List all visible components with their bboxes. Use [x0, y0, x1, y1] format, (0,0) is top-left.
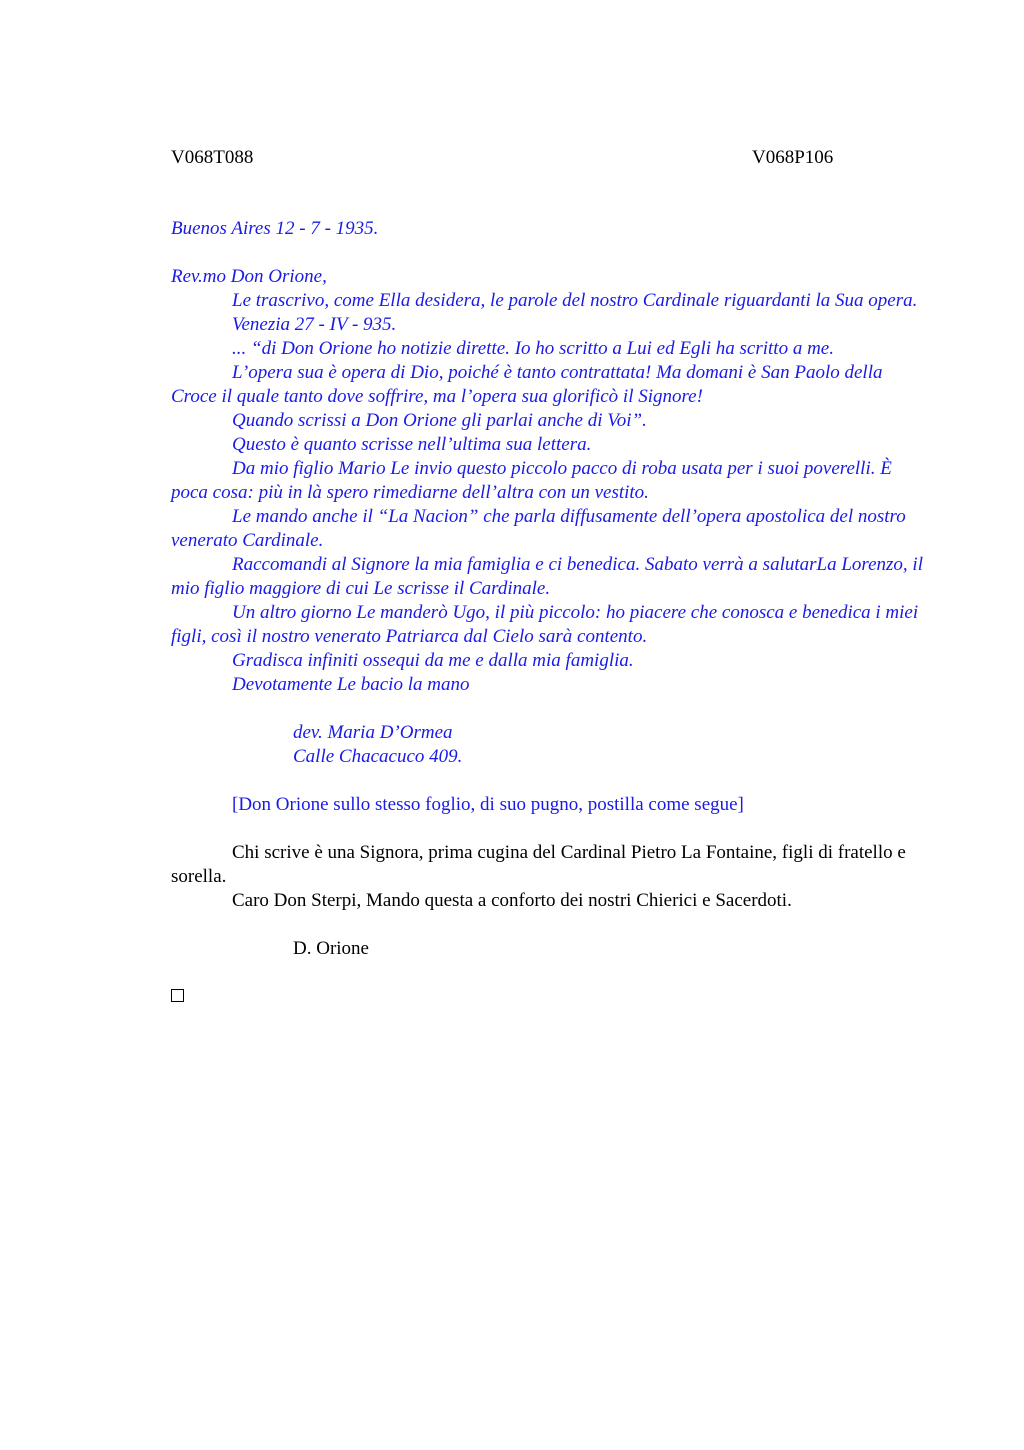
letter-date: Buenos Aires 12 - 7 - 1935. [171, 218, 379, 239]
editor-note: [Don Orione sullo stesso foglio, di suo pugno, postilla come segue] [232, 794, 744, 815]
letter-paragraph: Raccomandi al Signore la mia famiglia e ci benedica. Sabato verrà a salutarLa Lorenzo, il mio figlio maggiore di cui Le scrisse il Cardinale. [171, 554, 923, 599]
postscript-paragraph: Caro Don Sterpi, Mando questa a conforto dei nostri Chierici e Sacerdoti. [232, 890, 792, 911]
letter-paragraph: Questo è quanto scrisse nell’ultima sua lettera. [232, 434, 592, 455]
letter-signature-name: dev. Maria D’Ormea [293, 722, 453, 743]
letter-paragraph: Le trascrivo, come Ella desidera, le parole del nostro Cardinale riguardanti la Sua opera. [232, 290, 918, 311]
end-marker-box-icon [171, 989, 184, 1002]
postscript-signature: D. Orione [293, 938, 369, 959]
postscript-paragraph: Chi scrive è una Signora, prima cugina del Cardinal Pietro La Fontaine, figli di fratello e sorella. [171, 842, 906, 887]
postscript [171, 841, 931, 961]
letter-paragraph: Le mando anche il “La Nacion” che parla diffusamente dell’opera apostolica del nostro venerato Cardinale. [171, 506, 906, 551]
letter-paragraph: Devotamente Le bacio la mano [232, 674, 470, 695]
letter-paragraph: ... “di Don Orione ho notizie dirette. Io ho scritto a Lui ed Egli ha scritto a me. [232, 338, 834, 359]
document-page [171, 145, 931, 1002]
document-code-right: V068P106 [752, 147, 834, 168]
letter-salutation: Rev.mo Don Orione, [171, 266, 327, 287]
letter-body [171, 217, 931, 769]
document-code-left: V068T088 [171, 147, 254, 168]
letter-paragraph: Gradisca infiniti ossequi da me e dalla mia famiglia. [232, 650, 634, 671]
letter-paragraph: Da mio figlio Mario Le invio questo piccolo pacco di roba usata per i suoi poverelli. È poca cosa: più in là spero rimediarne dell’altra con un vestito. [171, 458, 892, 503]
letter-paragraph: L’opera sua è opera di Dio, poiché è tanto contrattata! Ma domani è San Paolo della Croce il quale tanto dove soffrire, ma l’opera sua glorificò il Signore! [171, 362, 883, 407]
letter-paragraph: Quando scrissi a Don Orione gli parlai anche di Voi”. [232, 410, 647, 431]
document-header [171, 145, 931, 171]
letter-paragraph: Venezia 27 - IV - 935. [232, 314, 397, 335]
letter-signature-address: Calle Chacacuco 409. [293, 746, 463, 767]
letter-paragraph: Un altro giorno Le manderò Ugo, il più piccolo: ho piacere che conosca e benedica i miei figli, così il nostro venerato Patriarca dal Cielo sarà contento. [171, 602, 919, 647]
